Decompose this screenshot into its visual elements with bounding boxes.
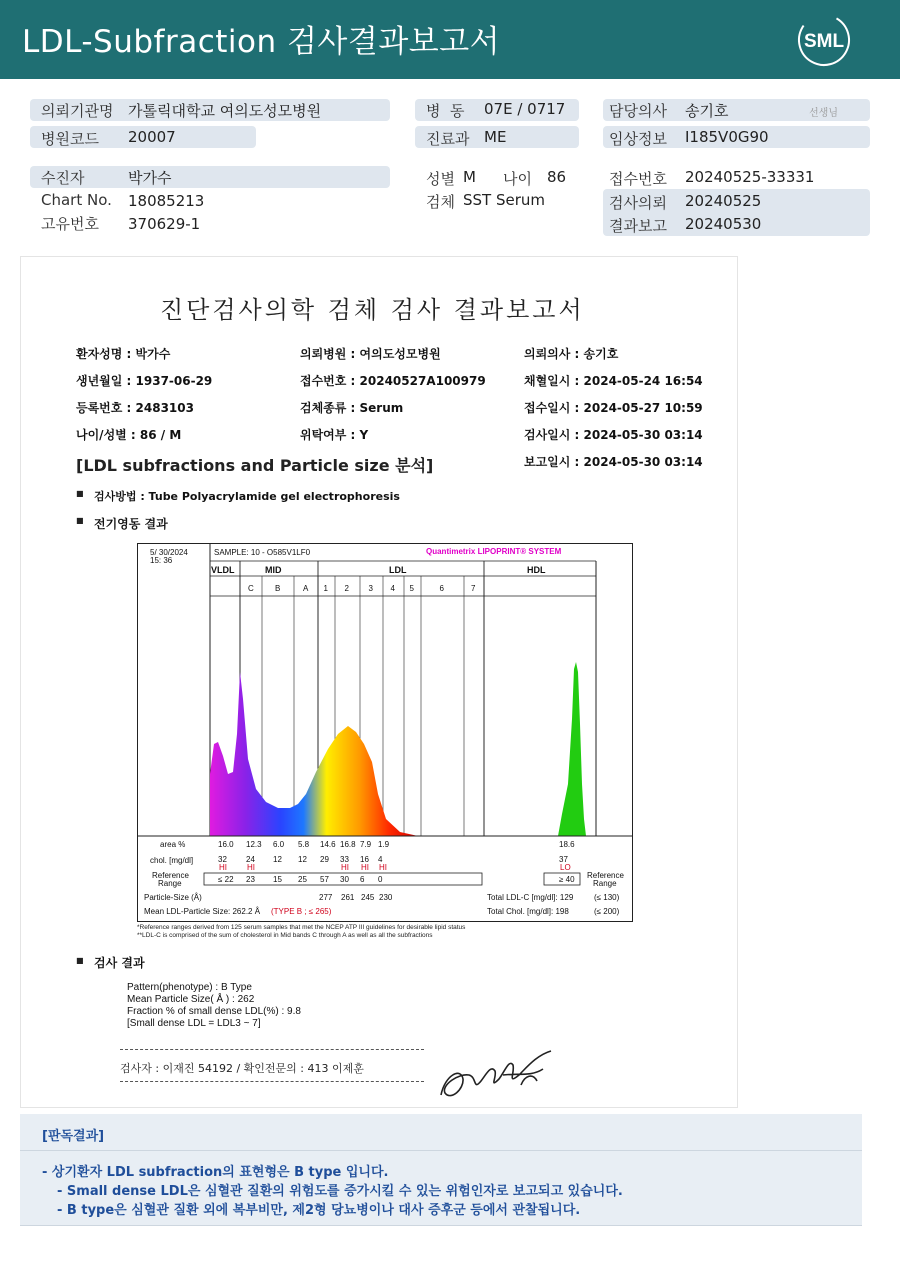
area-value: 18.6 (559, 840, 575, 849)
result-mean-size: Mean Particle Size( Å ) : 262 (127, 994, 255, 1005)
flag-value: HI (219, 863, 227, 872)
band-label: 1 (323, 584, 328, 593)
info-value-doctor: 송기호 (685, 102, 729, 120)
band-label: 5 (409, 584, 414, 593)
info-label-unique-id: 고유번호 (41, 215, 99, 233)
judgement-title: [판독결과] (42, 1129, 105, 1144)
info-label-doctor: 담당의사 (609, 102, 667, 120)
report-reg-no: 등록번호 : 2483103 (76, 401, 194, 415)
info-doctor-suffix: 선생님 (809, 108, 838, 119)
ref-value: ≥ 40 (559, 875, 575, 884)
signature-icon (433, 1045, 558, 1105)
ref-value: 30 (340, 875, 349, 884)
bullet-icon: ■ (76, 956, 84, 965)
info-value-clinical: I185V0G90 (685, 128, 769, 146)
chol-row-label: chol. [mg/dl] (150, 856, 194, 865)
result-pattern: Pattern(phenotype) : B Type (127, 982, 252, 993)
mean-size-type: (TYPE B ; ≤ 265) (271, 907, 332, 916)
report-age-sex: 나이/성별 : 86 / M (76, 428, 182, 442)
group-mid: MID (265, 565, 282, 575)
result-fraction: Fraction % of small dense LDL(%) : 9.8 (127, 1006, 301, 1017)
chart-date: 5/ 30/2024 (150, 548, 188, 557)
bullet-icon: ■ (76, 516, 84, 525)
ref-value: 6 (360, 875, 365, 884)
chol-value: 32 (218, 855, 227, 864)
info-value-chart-no: 18085213 (128, 192, 205, 210)
report-collect-time: 채혈일시 : 2024-05-24 16:54 (524, 374, 703, 388)
lipoprotein-curve-vldl-ldl (210, 672, 418, 836)
band-label: 6 (439, 584, 444, 593)
info-label-patient: 수진자 (41, 169, 85, 187)
area-value: 16.8 (340, 840, 356, 849)
total-chol-ref: (≤ 200) (594, 907, 620, 916)
total-chol: Total Chol. [mg/dl]: 198 (487, 907, 569, 916)
mean-size-label: Mean LDL-Particle Size: 262.2 Å (144, 907, 261, 916)
report-report-time: 보고일시 : 2024-05-30 03:14 (524, 455, 703, 469)
info-label-hospital-code: 병원코드 (41, 130, 99, 148)
total-ldl: Total LDL-C [mg/dl]: 129 (487, 893, 574, 902)
ref-row-label-right-1: Reference (587, 871, 624, 880)
page-title: LDL-Subfraction 검사결과보고서 (22, 24, 501, 60)
area-value: 5.8 (298, 840, 310, 849)
psize-value: 230 (379, 893, 393, 902)
signer-line: 검사자 : 이재진 54192 / 확인전문의 : 413 이제훈 (120, 1062, 364, 1075)
chol-value: 29 (320, 855, 329, 864)
info-value-hospital: 가톨릭대학교 여의도성모병원 (128, 102, 322, 120)
report-birth: 생년월일 : 1937-06-29 (76, 374, 213, 388)
flag-value: HI (379, 863, 387, 872)
area-value: 14.6 (320, 840, 336, 849)
info-value-department: ME (484, 128, 507, 146)
chart-footnote-2: **LDL-C is comprised of the sum of cholesterol in Mid bands C through A as well as all the subfractions (137, 932, 433, 939)
info-label-chart-no: Chart No. (41, 191, 112, 209)
info-value-receipt-no: 20240525-33331 (685, 168, 815, 186)
flag-value: HI (361, 863, 369, 872)
divider-top (120, 1049, 424, 1050)
info-label-receipt-no: 접수번호 (609, 170, 667, 188)
report-consign: 위탁여부 : Y (300, 428, 369, 442)
psize-value: 277 (319, 893, 333, 902)
report-subtitle: [LDL subfractions and Particle size 분석] (76, 456, 434, 475)
report-receipt-time: 접수일시 : 2024-05-27 10:59 (524, 401, 703, 415)
report-hospital: 의뢰병원 : 여의도성모병원 (300, 347, 441, 361)
ref-value: 57 (320, 875, 329, 884)
info-label-clinical: 임상정보 (609, 130, 667, 148)
judgement-header (20, 1114, 862, 1151)
judgement-line-3: - B type은 심혈관 질환 외에 복부비만, 제2형 당뇨병이나 대사 증후군 등에서 관찰됩니다. (57, 1203, 581, 1218)
electrophoresis-chart (137, 543, 633, 922)
info-value-hospital-code: 20007 (128, 128, 176, 146)
psize-label: Particle-Size (Å) (144, 893, 202, 902)
info-value-unique-id: 370629-1 (128, 215, 201, 233)
info-label-specimen: 검체 (426, 193, 455, 211)
area-value: 12.3 (246, 840, 262, 849)
info-value-specimen: SST Serum (463, 191, 546, 209)
info-label-hospital: 의뢰기관명 (41, 102, 114, 120)
report-specimen: 검체종류 : Serum (300, 401, 404, 415)
chol-value: 16 (360, 855, 369, 864)
judgement-line-1: - 상기환자 LDL subfraction의 표현형은 B type 입니다. (42, 1165, 389, 1180)
report-test-time: 검사일시 : 2024-05-30 03:14 (524, 428, 703, 442)
report-patient-name: 환자성명 : 박가수 (76, 347, 171, 361)
psize-value: 261 (341, 893, 355, 902)
band-label: 3 (368, 584, 373, 593)
chart-sample: SAMPLE: 10 - O585V1LF0 (214, 548, 311, 557)
group-ldl: LDL (389, 565, 407, 575)
chart-time: 15: 36 (150, 556, 173, 565)
group-vldl: VLDL (211, 565, 235, 575)
info-value-ward: 07E / 0717 (484, 100, 566, 118)
chol-value: 4 (378, 855, 383, 864)
ref-row-label-right-2: Range (593, 879, 617, 888)
sml-logo-icon (796, 12, 852, 68)
ref-value: 15 (273, 875, 282, 884)
band-label: 4 (390, 584, 395, 593)
ref-value: ≤ 22 (218, 875, 234, 884)
area-value: 6.0 (273, 840, 285, 849)
info-value-patient: 박가수 (128, 169, 172, 187)
chart-brand: Quantimetrix LIPOPRINT® SYSTEM (426, 547, 562, 556)
report-electro-head: 전기영동 결과 (94, 517, 168, 531)
band-label: C (248, 584, 254, 593)
ref-value: 25 (298, 875, 307, 884)
band-label: 2 (344, 584, 349, 593)
band-label: A (303, 584, 309, 593)
total-ldl-ref: (≤ 130) (594, 893, 620, 902)
info-label-age: 나이 (503, 170, 532, 188)
flag-value: HI (341, 863, 349, 872)
result-head: 검사 결과 (94, 956, 145, 970)
ref-value: 0 (378, 875, 383, 884)
report-method: 검사방법 : Tube Polyacrylamide gel electrophoresis (94, 490, 400, 503)
chart-footnote-1: *Reference ranges derived from 125 serum samples that met the NCEP ATP III guidelines for desirable lipid status (137, 924, 466, 931)
info-label-ward: 병 동 (426, 102, 465, 120)
report-title: 진단검사의학 검체 검사 결과보고서 (160, 296, 585, 324)
area-value: 1.9 (378, 840, 390, 849)
chol-value: 37 (559, 855, 568, 864)
report-doctor: 의뢰의사 : 송기호 (524, 347, 619, 361)
area-value: 16.0 (218, 840, 234, 849)
judgement-line-2: - Small dense LDL은 심혈관 질환의 위험도를 증가시킬 수 있는 위험인자로 보고되고 있습니다. (57, 1184, 623, 1199)
info-value-age: 86 (547, 168, 567, 186)
info-value-report-date: 20240530 (685, 215, 762, 233)
ref-value: 23 (246, 875, 255, 884)
bullet-icon: ■ (76, 489, 84, 498)
result-sdldl-def: [Small dense LDL = LDL3 ~ 7] (127, 1018, 261, 1029)
area-row-label: area % (160, 840, 186, 849)
flag-value: HI (247, 863, 255, 872)
area-value: 7.9 (360, 840, 372, 849)
flag-value: LO (560, 863, 571, 872)
chol-value: 33 (340, 855, 349, 864)
band-label: 7 (471, 584, 476, 593)
divider-bottom (120, 1081, 424, 1082)
band-label: B (275, 584, 281, 593)
group-hdl: HDL (527, 565, 546, 575)
lipoprotein-curve-hdl (558, 662, 586, 836)
chol-value: 12 (273, 855, 282, 864)
info-label-sex: 성별 (426, 170, 455, 188)
info-label-department: 진료과 (426, 130, 470, 148)
ref-row-label-1: Reference (152, 871, 189, 880)
logo-text: SML (803, 31, 845, 52)
info-value-sex: M (463, 168, 476, 186)
info-label-report-date: 결과보고 (609, 217, 667, 235)
ref-row-label-2: Range (158, 879, 182, 888)
info-label-request-date: 검사의뢰 (609, 194, 667, 212)
psize-value: 245 (361, 893, 375, 902)
chol-value: 12 (298, 855, 307, 864)
info-value-request-date: 20240525 (685, 192, 762, 210)
chol-value: 24 (246, 855, 255, 864)
report-receipt-no: 접수번호 : 20240527A100979 (300, 374, 486, 388)
